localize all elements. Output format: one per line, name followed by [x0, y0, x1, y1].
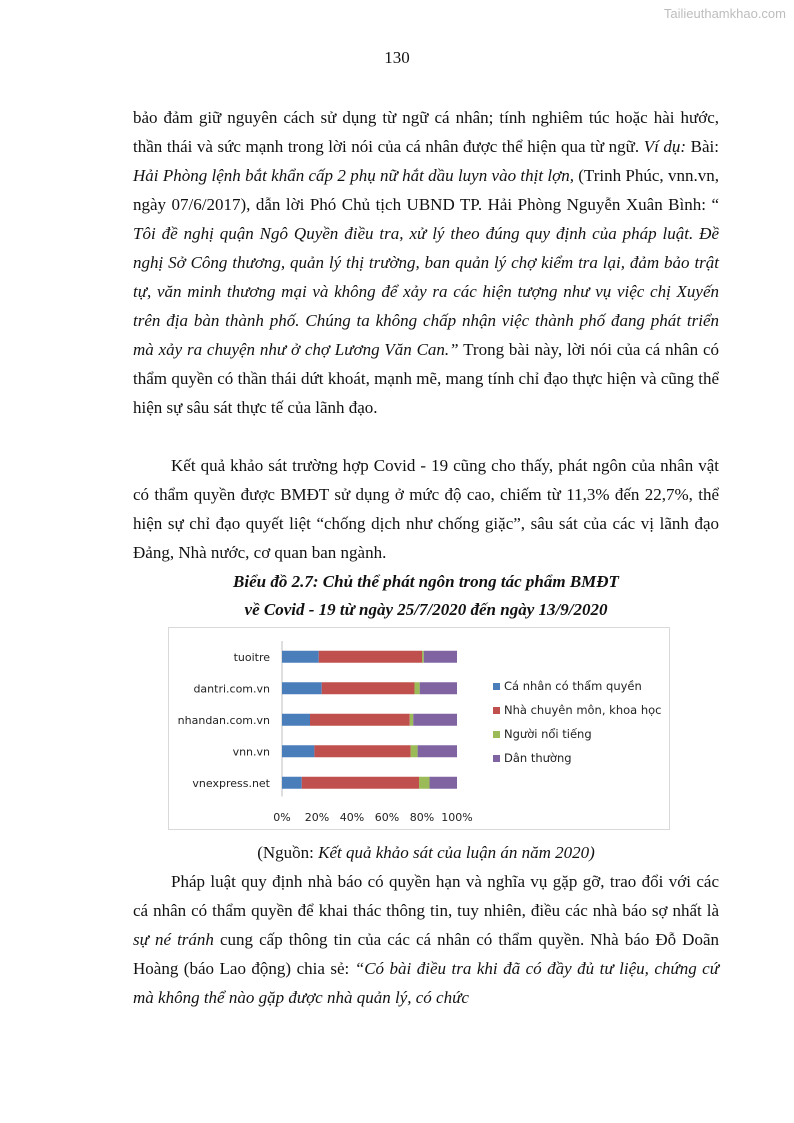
legend-swatch-1 [493, 707, 500, 714]
paragraph3-run: Pháp luật quy định nhà báo có quyền hạn và nghĩa vụ gặp gỡ, trao đổi với các cá nhân có thẩm quyền để khai thác thông tin, tuy nhiên, điều các nhà báo sợ nhất là [133, 872, 719, 920]
bar-segment-2-0 [282, 714, 310, 726]
category-label-1: dantri.com.vn [193, 682, 270, 696]
source-text: Kết quả khảo sát của luận án năm 2020) [318, 843, 595, 862]
paragraph3-run: sự né tránh [133, 930, 214, 949]
bar-segment-2-2 [410, 714, 414, 726]
paragraph1-run: (Trinh Phúc, vnn.vn, ngày 07/6/2017), dẫn lời Phó Chủ tịch UBND TP. Hải Phòng Nguyễn Xuân Bình: “ [133, 166, 719, 214]
paragraph3-run: “Có bài điều tra khi đã có đầy đủ tư liệu, chứng cứ mà không thể nào gặp được nhà quản lý, có chức [133, 959, 719, 1007]
bar-segment-3-1 [314, 745, 410, 757]
bar-segment-4-0 [282, 777, 302, 789]
source-prefix: (Nguồn: [257, 843, 319, 862]
legend-label-0: Cá nhân có thẩm quyền [504, 679, 642, 693]
chart-caption-line2: về Covid - 19 từ ngày 25/7/2020 đến ngày 13/9/2020 [244, 600, 608, 619]
legend-label-3: Dân thường [504, 751, 572, 765]
bar-segment-0-1 [319, 651, 422, 663]
category-label-0: tuoitre [233, 650, 270, 664]
bar-segment-0-0 [282, 651, 319, 663]
x-tick-label-5: 100% [441, 811, 473, 824]
paragraph-1 [133, 103, 719, 422]
chart-caption-line1: Biểu đồ 2.7: Chủ thể phát ngôn trong tác phẩm BMĐT [233, 572, 619, 591]
legend-label-1: Nhà chuyên môn, khoa học [504, 703, 662, 717]
legend-swatch-3 [493, 755, 500, 762]
bar-segment-0-2 [422, 651, 424, 663]
chart-source [133, 838, 719, 867]
bar-segment-1-0 [282, 682, 322, 694]
bar-segment-4-2 [419, 777, 430, 789]
stacked-bar-chart [168, 627, 670, 830]
bar-segment-3-2 [411, 745, 418, 757]
bar-segment-1-2 [414, 682, 419, 694]
bar-segment-0-3 [424, 651, 457, 663]
paragraph1-run: Tôi đề nghị quận Ngô Quyền điều tra, xử lý theo đúng quy định của pháp luật. Đề nghị Sở Công thương, quản lý thị trường, ban quản lý chợ kiểm tra lại, đảm bảo trật tự, văn minh thương mại và không để xảy ra các hiện tượng như vụ việc chị Xuyến trên địa bàn thành phố. Chúng ta không chấp nhận việc thành phố đang phát triển mà xảy ra chuyện như ở chợ Lương Văn Can.” [133, 224, 719, 359]
bar-segment-3-3 [418, 745, 457, 757]
x-tick-label-2: 40% [339, 811, 365, 824]
x-tick-label-1: 20% [304, 811, 330, 824]
paragraph1-run: Trong bài này, lời nói của cá nhân có thẩm quyền có thần thái dứt khoát, mạnh mẽ, mang tính chỉ đạo thực hiện và cũng thể hiện sự sâu sát thực tế của lãnh đạo. [133, 340, 719, 417]
paragraph1-run: Hải Phòng lệnh bắt khẩn cấp 2 phụ nữ hắt dầu luyn vào thịt lợn, [133, 166, 574, 185]
paragraph-2 [133, 451, 719, 567]
paragraph1-run: bảo đảm giữ nguyên cách sử dụng từ ngữ cá nhân; tính nghiêm túc hoặc hài hước, thần thái và sức mạnh trong lời nói của cá nhân được thể hiện qua từ ngữ. [133, 108, 719, 156]
x-tick-label-4: 80% [409, 811, 435, 824]
x-tick-label-3: 60% [374, 811, 400, 824]
paragraph3-run: cung cấp thông tin của các cá nhân có thẩm quyền. Nhà báo Đỗ Doãn Hoàng (báo Lao động) chia sẻ: [133, 930, 719, 978]
x-tick-label-0: 0% [273, 811, 291, 824]
legend-swatch-2 [493, 731, 500, 738]
category-label-4: vnexpress.net [192, 776, 270, 790]
paragraph1-run: Bài: [686, 137, 719, 156]
bar-segment-4-1 [302, 777, 419, 789]
paragraph1-run: Ví dụ: [643, 137, 687, 156]
paragraph-3 [133, 867, 719, 1012]
bar-segment-1-1 [322, 682, 415, 694]
bar-segment-3-0 [282, 745, 314, 757]
category-label-2: nhandan.com.vn [177, 713, 270, 727]
bar-segment-2-1 [310, 714, 410, 726]
bar-segment-4-3 [430, 777, 457, 789]
legend-label-2: Người nổi tiếng [504, 727, 592, 741]
bar-segment-2-3 [413, 714, 457, 726]
category-label-3: vnn.vn [232, 745, 270, 759]
watermark: Tailieuthamkhao.com [663, 6, 786, 21]
bar-segment-1-3 [420, 682, 457, 694]
paragraph2-run: Kết quả khảo sát trường hợp Covid - 19 cũng cho thấy, phát ngôn của nhân vật có thẩm quyền được BMĐT sử dụng ở mức độ cao, chiếm từ 11,3% đến 22,7%, thể hiện sự chỉ đạo quyết liệt “chống dịch như chống giặc”, sâu sát của các vị lãnh đạo Đảng, Nhà nước, cơ quan ban ngành. [133, 456, 719, 562]
page-number: 130 [384, 48, 410, 67]
legend-swatch-0 [493, 683, 500, 690]
